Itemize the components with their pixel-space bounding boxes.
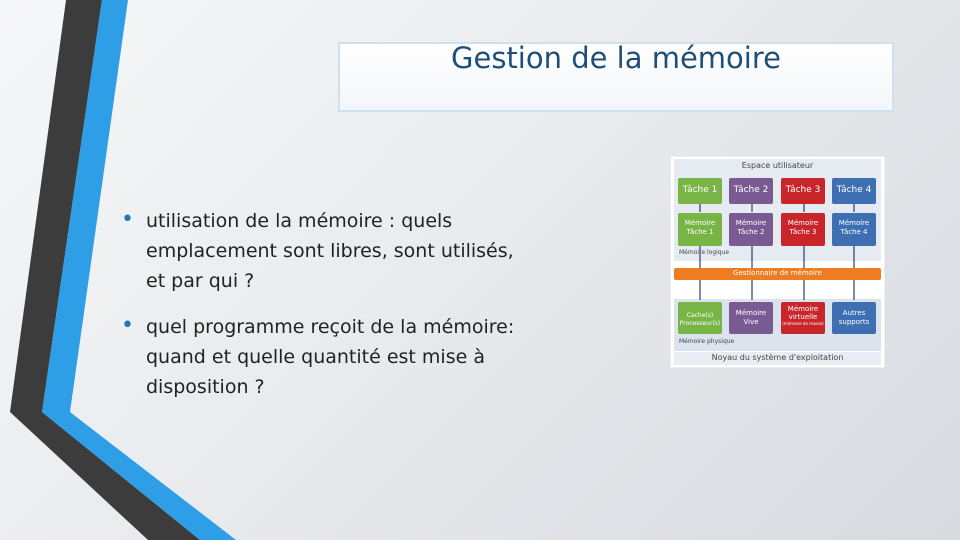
memory-manager-label: Gestionnaire de mémoire bbox=[733, 269, 822, 277]
cache-label: Cache(s) Processeur(s) bbox=[679, 312, 721, 327]
logical-memory-label: Mémoire logique bbox=[679, 249, 730, 256]
other-supports-label: Autres supports bbox=[838, 309, 870, 326]
task-memory-4-label: Mémoire Tâche 4 bbox=[838, 219, 870, 236]
task-2-label: Tâche 2 bbox=[733, 185, 769, 195]
task-memory-3-label: Mémoire Tâche 3 bbox=[787, 219, 819, 236]
bullet-list bbox=[118, 206, 518, 418]
bullet-item bbox=[118, 206, 518, 296]
ram-label: Mémoire Vive bbox=[735, 309, 767, 326]
bullet-item bbox=[118, 312, 518, 402]
task-4-label: Tâche 4 bbox=[836, 185, 872, 195]
bullet-dot-icon: • bbox=[121, 207, 134, 232]
task-memory-2-label: Mémoire Tâche 2 bbox=[735, 219, 767, 236]
bullet-text: utilisation de la mémoire : quels emplacement sont libres, sont utilisés, et par qui ? bbox=[146, 210, 514, 292]
slide-title: Gestion de la mémoire bbox=[451, 41, 781, 75]
task-3-label: Tâche 3 bbox=[785, 185, 821, 195]
physical-memory-label: Mémoire physique bbox=[679, 338, 735, 345]
bullet-text: quel programme reçoit de la mémoire: quand et quelle quantité est mise à disposition ? bbox=[146, 316, 515, 398]
memory-diagram bbox=[670, 156, 885, 368]
task-1-label: Tâche 1 bbox=[682, 185, 718, 195]
task-memory-1-label: Mémoire Tâche 1 bbox=[684, 219, 716, 236]
user-space-label: Espace utilisateur bbox=[741, 161, 814, 170]
virtual-memory-label: Mémoire virtuelle (mémoire de masse) bbox=[782, 305, 824, 326]
bullet-dot-icon: • bbox=[121, 313, 134, 338]
kernel-label: Noyau du système d'exploitation bbox=[711, 353, 844, 362]
